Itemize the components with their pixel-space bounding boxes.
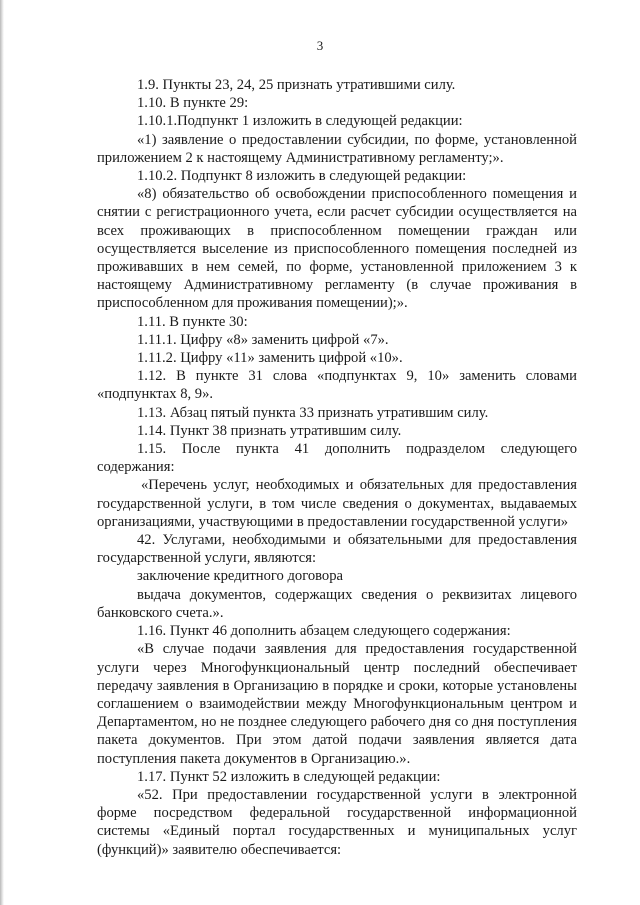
paragraph-1-11: 1.11. В пункте 30: <box>137 313 248 330</box>
paragraph-1-13: 1.13. Абзац пятый пункта 33 признать утратившим силу. <box>137 404 489 421</box>
paragraph-1-17: 1.17. Пункт 52 изложить в следующей редакции: <box>137 768 441 785</box>
scan-edge-shadow <box>0 0 4 905</box>
paragraph-quote-46: «В случае подачи заявления для предоставления государственной услуги через Многофункциональный центр последний обеспечивает передачу заявления в Организацию в порядке и сроки, которые установлены соглашением о взаимодействии между Многофункциональным центром и Департаментом, но не позднее следующего рабочего дня со дня поступления пакета документов. При этом датой подачи заявления является дата поступления пакета документов в Организацию.». <box>97 641 577 767</box>
paragraph-1-11-2: 1.11.2. Цифру «11» заменить цифрой «10». <box>137 350 403 367</box>
paragraph-1-10: 1.10. В пункте 29: <box>137 95 249 112</box>
paragraph-1-10-1: 1.10.1.Подпункт 1 изложить в следующей редакции: <box>137 113 463 130</box>
paragraph-1-16: 1.16. Пункт 46 дополнить абзацем следующего содержания: <box>137 623 511 640</box>
document-body <box>97 76 577 859</box>
paragraph-1-11-1: 1.11.1. Цифру «8» заменить цифрой «7». <box>137 331 389 348</box>
paragraph-1-15: 1.15. После пункта 41 дополнить подразделом следующего содержания: <box>97 441 577 476</box>
paragraph-1-12: 1.12. В пункте 31 слова «подпунктах 9, 10» заменить словами «подпунктах 8, 9». <box>97 368 577 403</box>
paragraph-quote-subitem-1: «1) заявление о предоставлении субсидии, по форме, установленной приложением 2 к настоящему Административному регламенту;». <box>97 131 577 166</box>
paragraph-quote-52: «52. При предоставлении государственной услуги в электронной форме посредством федеральной государственной информационной системы «Единый портал государственных и муниципальных услуг (функций)» заявителю обеспечивается: <box>97 786 577 858</box>
paragraph-1-10-2: 1.10.2. Подпункт 8 изложить в следующей редакции: <box>137 168 467 185</box>
paragraph-quote-subsection-heading: «Перечень услуг, необходимых и обязательных для предоставления государственной услуги, в том числе сведения о документах, выдаваемых организациями, участвующими в предоставлении государственной услуги» <box>97 477 577 530</box>
paragraph-42-item-a: заключение кредитного договора <box>137 568 343 585</box>
paragraph-1-14: 1.14. Пункт 38 признать утратившим силу. <box>137 422 402 439</box>
paragraph-42-item-b: выдача документов, содержащих сведения о реквизитах лицевого банковского счета.». <box>97 586 577 621</box>
paragraph-42: 42. Услугами, необходимыми и обязательными для предоставления государственной услуги, являются: <box>97 532 577 567</box>
paragraph-1-9: 1.9. Пункты 23, 24, 25 признать утратившими силу. <box>137 77 456 93</box>
paragraph-quote-subitem-8: «8) обязательство об освобождении приспособленного помещения и снятии с регистрационного учета, если расчет субсидии осуществляется на всех проживающих в приспособленном помещении граждан или осуществляется выселение из приспособленного помещения последней из проживавших в нем семей, по форме, установленной приложением 3 к настоящему Административному регламенту (в случае проживания в приспособленном для проживания помещении);». <box>97 186 577 312</box>
page-number: 3 <box>316 38 324 53</box>
